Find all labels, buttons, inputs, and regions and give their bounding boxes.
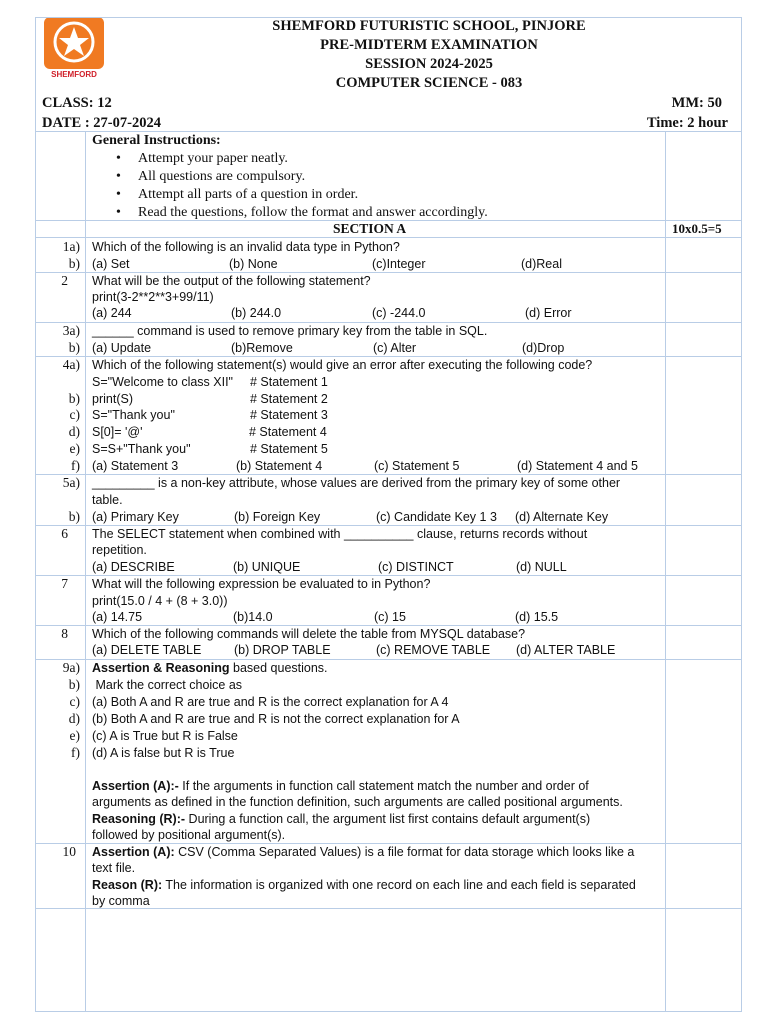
question-text: ______ command is used to remove primary key from the table in SQL. — [92, 324, 488, 338]
assertion: Assertion (A): CSV (Comma Separated Values) is a file format for data storage which looks like a — [92, 845, 635, 859]
option: (c) 15 — [374, 610, 406, 624]
question-subnumber: b) — [68, 340, 80, 355]
option: (a) Set — [92, 257, 130, 271]
max-marks: MM: 50 — [671, 95, 722, 111]
option: (b) None — [229, 257, 278, 271]
code-statement: S[0]= '@' — [92, 425, 143, 439]
question-number: 8 — [61, 626, 68, 641]
code-statement: S="Welcome to class XII" — [92, 375, 233, 389]
question-number: 9a) — [62, 660, 80, 675]
logo-text: SHEMFORD — [51, 70, 97, 79]
question-subnumber: d) — [68, 424, 80, 439]
question-code: print(3-2**2**3+99/11) — [92, 290, 214, 304]
border-bottom — [35, 1011, 742, 1012]
question-text: What will the following expression be evaluated to in Python? — [92, 577, 431, 591]
option: (d) NULL — [516, 560, 567, 574]
code-comment: # Statement 3 — [250, 408, 328, 422]
question-code: print(15.0 / 4 + (8 + 3.0)) — [92, 594, 228, 608]
option: (a) 244 — [92, 306, 132, 320]
option: (d) Alternate Key — [515, 510, 609, 524]
option: (d) Statement 4 and 5 — [517, 459, 638, 473]
instructions-title: General Instructions: — [92, 133, 221, 148]
choice-line: (b) Both A and R are true and R is not the correct explanation for A — [92, 712, 460, 726]
option: (a) Primary Key — [92, 510, 179, 524]
row-divider — [35, 272, 742, 273]
exam-time: Time: 2 hour — [646, 115, 728, 131]
question-subnumber: b) — [68, 509, 80, 524]
option: (b)Remove — [231, 341, 293, 355]
question-subnumber: f) — [71, 458, 80, 473]
option: (c) REMOVE TABLE — [376, 643, 491, 657]
option: (b) Foreign Key — [234, 510, 321, 524]
question-text: What will be the output of the following statement? — [92, 274, 371, 288]
instruction-item: • Attempt your paper neatly. — [116, 151, 288, 166]
option: (d) Error — [525, 306, 572, 320]
row-divider — [35, 575, 742, 576]
question-subnumber: d) — [68, 711, 80, 726]
question-subnumber: c) — [69, 407, 80, 422]
row-divider — [35, 237, 742, 238]
question-subnumber: c) — [69, 694, 80, 709]
code-statement: S=S+"Thank you" — [92, 442, 191, 456]
question-subnumber: e) — [69, 441, 80, 456]
question-text: Which of the following is an invalid data type in Python? — [92, 240, 400, 254]
option: (b)14.0 — [233, 610, 273, 624]
option: (c) Candidate Key 1 3 — [376, 510, 497, 524]
assertion: Assertion (A):- If the arguments in function call statement match the number and order of — [92, 779, 589, 793]
option: (a) DELETE TABLE — [92, 643, 202, 657]
question-text: The SELECT statement when combined with __________ clause, returns records without — [92, 527, 588, 541]
option: (a) 14.75 — [92, 610, 143, 624]
row-divider — [35, 131, 742, 132]
border-right — [741, 17, 742, 1012]
option: (b) 244.0 — [231, 306, 282, 320]
question-number: 3a) — [62, 323, 80, 338]
assertion: text file. — [92, 861, 136, 875]
question-text: Mark the correct choice as — [92, 678, 243, 692]
question-text: table. — [92, 493, 123, 507]
subject: COMPUTER SCIENCE - 083 — [335, 75, 523, 91]
row-divider — [35, 843, 742, 844]
question-number: 6 — [61, 526, 68, 541]
assertion: arguments as defined in the function definition, such arguments are called positional arguments. — [92, 795, 623, 809]
question-subnumber: b) — [68, 256, 80, 271]
option: (c) DISTINCT — [378, 560, 454, 574]
option: (b) Statement 4 — [236, 459, 323, 473]
row-divider — [35, 322, 742, 323]
section-marks: 10x0.5=5 — [672, 221, 722, 236]
row-divider — [35, 525, 742, 526]
instruction-item: • Read the questions, follow the format and answer accordingly. — [116, 205, 488, 220]
row-divider — [35, 659, 742, 660]
choice-line: (a) Both A and R are true and R is the correct explanation for A 4 — [92, 695, 449, 709]
instruction-item: • All questions are compulsory. — [116, 169, 306, 184]
reason: followed by positional argument(s). — [92, 828, 286, 842]
code-comment: # Statement 5 — [250, 442, 328, 456]
question-text: Which of the following statement(s) would give an error after executing the following code? — [92, 358, 593, 372]
question-subnumber: f) — [71, 745, 80, 760]
option: (c) Alter — [373, 341, 417, 355]
row-divider — [35, 908, 742, 909]
option: (c) -244.0 — [372, 306, 426, 320]
border-top — [35, 17, 742, 18]
question-number: 1a) — [62, 239, 80, 254]
option: (a) Update — [92, 341, 152, 355]
question-subnumber: e) — [69, 728, 80, 743]
option: (d) 15.5 — [515, 610, 559, 624]
option: (b) DROP TABLE — [234, 643, 331, 657]
column-divider — [665, 131, 666, 1012]
option: (a) DESCRIBE — [92, 560, 175, 574]
option: (a) Statement 3 — [92, 459, 179, 473]
instruction-item: • Attempt all parts of a question in order. — [116, 187, 359, 202]
question-number: 2 — [61, 273, 68, 288]
question-text: Which of the following commands will delete the table from MYSQL database? — [92, 627, 526, 641]
reason: Reasoning (R):- During a function call, the argument list first contains default argument(s) — [92, 812, 591, 826]
row-divider — [35, 356, 742, 357]
question-subnumber: b) — [68, 391, 80, 406]
school-name: SHEMFORD FUTURISTIC SCHOOL, PINJORE — [272, 18, 586, 34]
section-title: SECTION A — [333, 221, 407, 236]
choice-line: (d) A is false but R is True — [92, 746, 235, 760]
question-text: Assertion & Reasoning based questions. — [92, 661, 328, 675]
question-number: 7 — [61, 576, 68, 591]
code-comment: # Statement 4 — [249, 425, 327, 439]
code-comment: # Statement 1 — [250, 375, 328, 389]
row-divider — [35, 625, 742, 626]
class-label: CLASS: 12 — [42, 95, 112, 111]
option: (d) ALTER TABLE — [516, 643, 616, 657]
question-number: 10 — [62, 844, 76, 859]
code-statement: S="Thank you" — [92, 408, 175, 422]
option: (d)Real — [521, 257, 562, 271]
option: (c) Statement 5 — [374, 459, 460, 473]
reason: Reason (R): The information is organized with one record on each line and each field is separated — [92, 878, 636, 892]
question-number: 5a) — [62, 475, 80, 490]
exam-title: PRE-MIDTERM EXAMINATION — [320, 37, 538, 53]
question-text: _________ is a non-key attribute, whose values are derived from the primary key of some other — [92, 476, 621, 490]
question-subnumber: b) — [68, 677, 80, 692]
option: (b) UNIQUE — [233, 560, 301, 574]
choice-line: (c) A is True but R is False — [92, 729, 238, 743]
row-divider — [35, 474, 742, 475]
reason: by comma — [92, 894, 150, 908]
exam-date: DATE : 27-07-2024 — [42, 115, 161, 131]
column-divider — [85, 131, 86, 1012]
code-statement: print(S) — [92, 392, 133, 406]
option: (c)Integer — [372, 257, 426, 271]
session: SESSION 2024-2025 — [365, 56, 493, 72]
code-comment: # Statement 2 — [250, 392, 328, 406]
question-number: 4a) — [62, 357, 80, 372]
option: (d)Drop — [522, 341, 565, 355]
question-text: repetition. — [92, 543, 147, 557]
